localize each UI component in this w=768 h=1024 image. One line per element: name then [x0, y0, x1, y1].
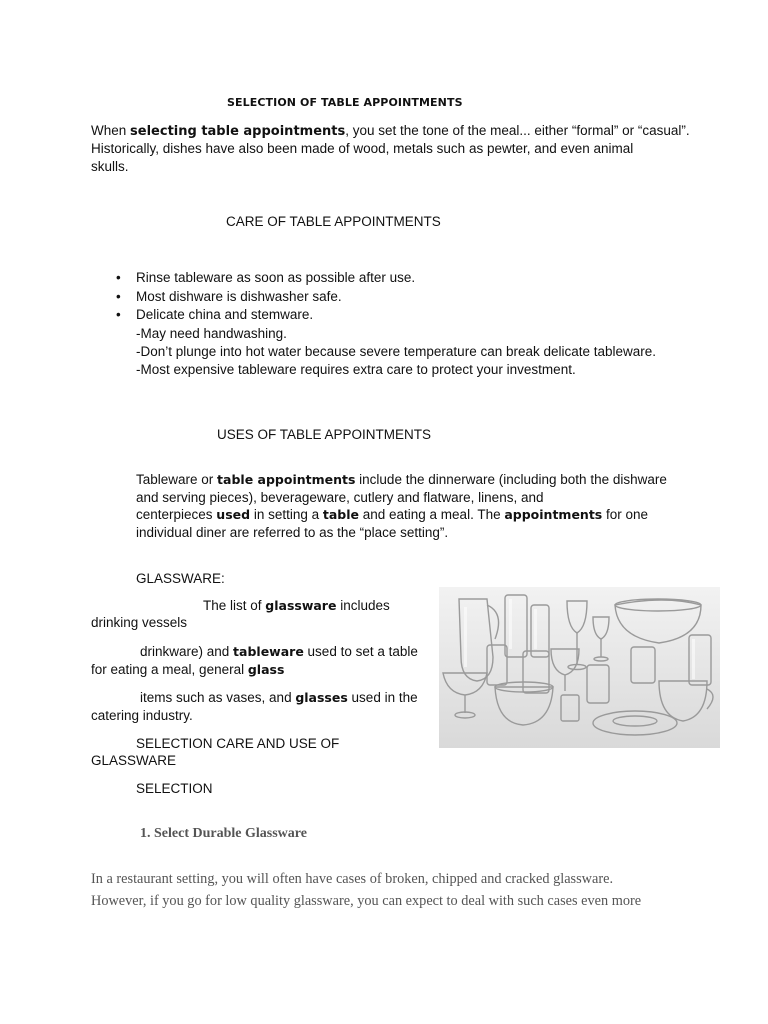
selection-care-use-line-1: SELECTION CARE AND USE OF	[136, 736, 340, 751]
care-heading: CARE OF TABLE APPOINTMENTS	[226, 214, 441, 229]
glassware-line-5	[140, 689, 418, 707]
uses-bold: appointments	[504, 507, 603, 522]
glassware-heading: GLASSWARE:	[136, 571, 225, 586]
glassware-text: for eating a meal, general	[91, 662, 248, 677]
glassware-bold: glass	[247, 662, 285, 677]
durable-glassware-heading: 1. Select Durable Glassware	[140, 826, 307, 841]
glassware-illustration	[439, 587, 720, 748]
page-title: SELECTION OF TABLE APPOINTMENTS	[227, 96, 463, 109]
uses-text: centerpieces	[136, 507, 217, 522]
glassware-bold: glassware	[265, 598, 337, 613]
care-sub-item: -May need handwashing.	[136, 325, 287, 341]
uses-text: for one	[602, 507, 649, 522]
uses-heading: USES OF TABLE APPOINTMENTS	[217, 427, 432, 442]
glassware-text: items such as vases, and	[140, 690, 296, 705]
intro-text: , you set the tone of the meal... either “formal” or “casual”.	[345, 123, 690, 138]
care-sub-list	[116, 325, 656, 380]
glassware-line-4	[91, 661, 284, 679]
uses-line-3	[136, 506, 648, 524]
durable-line-2: However, if you go for low quality glassware, you can expect to deal with such cases even more	[91, 893, 642, 909]
care-sub-item: -Most expensive tableware requires extra care to protect your investment.	[136, 362, 576, 378]
uses-line-2: and serving pieces), beverageware, cutlery and flatware, linens, and	[136, 490, 544, 505]
glassware-text: The list of	[203, 598, 266, 613]
uses-line-4: individual diner are referred to as the “place setting”.	[136, 525, 449, 540]
glassware-bold: tableware	[233, 644, 304, 659]
uses-text: Tableware or	[136, 472, 218, 487]
intro-bold: selecting table appointments	[130, 124, 346, 139]
glassware-text: includes	[336, 598, 390, 613]
glassware-line-1	[203, 597, 390, 615]
glassware-line-2: drinking vessels	[91, 615, 188, 630]
intro-line-3: skulls.	[91, 159, 129, 174]
selection-care-use-line-2: GLASSWARE	[91, 753, 177, 768]
care-sub-item: -Don’t plunge into hot water because severe temperature can break delicate tableware.	[136, 343, 657, 359]
care-bullet: • Delicate china and stemware.	[116, 306, 656, 325]
glassware-line-6: catering industry.	[91, 708, 193, 723]
uses-bold: used	[216, 507, 251, 522]
uses-text: in setting a	[250, 507, 323, 522]
uses-bold: table appointments	[217, 472, 356, 487]
intro-text: When	[91, 123, 131, 138]
uses-text: and eating a meal. The	[358, 507, 505, 522]
uses-text: include the dinnerware (including both the dishware	[355, 472, 667, 487]
care-bullet: • Rinse tableware as soon as possible after use.	[116, 269, 656, 288]
glassware-bold: glasses	[295, 690, 348, 705]
glassware-line-3	[140, 643, 418, 661]
care-bullet-list	[116, 269, 656, 379]
intro-line-2: Historically, dishes have also been made of wood, metals such as pewter, and even animal	[91, 141, 634, 156]
uses-line-1	[136, 471, 667, 489]
glassware-text: drinkware) and	[140, 644, 234, 659]
care-bullet: • Most dishware is dishwasher safe.	[116, 288, 656, 307]
selection-heading: SELECTION	[136, 781, 213, 796]
glassware-photo	[439, 587, 720, 748]
intro-line-1	[91, 122, 690, 141]
uses-bold: table	[322, 507, 359, 522]
glassware-text: used in the	[347, 690, 418, 705]
glassware-text: used to set a table	[303, 644, 418, 659]
durable-line-1: In a restaurant setting, you will often have cases of broken, chipped and cracked glassware.	[91, 871, 614, 887]
